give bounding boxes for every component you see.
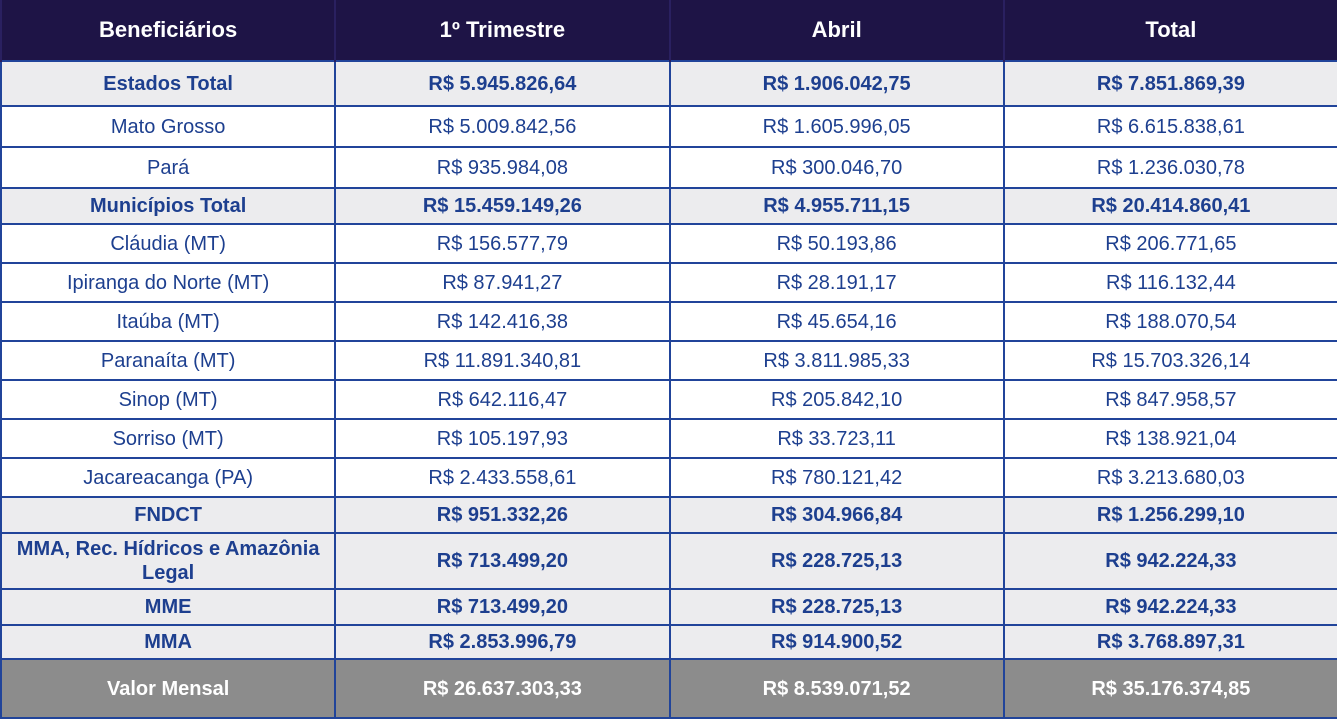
cell-total: R$ 15.703.326,14 bbox=[1004, 341, 1337, 380]
cell-beneficiario: Municípios Total bbox=[1, 188, 335, 224]
cell-abril: R$ 300.046,70 bbox=[670, 147, 1004, 188]
table-header-row bbox=[1, 0, 1337, 61]
cell-1o-trimestre: R$ 951.332,26 bbox=[335, 497, 669, 533]
cell-beneficiario: MMA bbox=[1, 625, 335, 659]
cell-total: R$ 942.224,33 bbox=[1004, 533, 1337, 589]
cell-1o-trimestre: R$ 935.984,08 bbox=[335, 147, 669, 188]
cell-abril: R$ 28.191,17 bbox=[670, 263, 1004, 302]
cell-beneficiario: Valor Mensal bbox=[1, 659, 335, 718]
cell-total: R$ 1.236.030,78 bbox=[1004, 147, 1337, 188]
table-row-sorriso bbox=[1, 419, 1337, 458]
cell-1o-trimestre: R$ 642.116,47 bbox=[335, 380, 669, 419]
table-row-sinop bbox=[1, 380, 1337, 419]
header-1o-trimestre: 1º Trimestre bbox=[335, 0, 669, 61]
cell-beneficiario: Pará bbox=[1, 147, 335, 188]
cell-abril: R$ 304.966,84 bbox=[670, 497, 1004, 533]
table-row-mme bbox=[1, 589, 1337, 625]
cell-total: R$ 116.132,44 bbox=[1004, 263, 1337, 302]
cell-1o-trimestre: R$ 15.459.149,26 bbox=[335, 188, 669, 224]
cell-abril: R$ 3.811.985,33 bbox=[670, 341, 1004, 380]
cell-1o-trimestre: R$ 5.945.826,64 bbox=[335, 61, 669, 106]
cell-beneficiario: MMA, Rec. Hídricos e Amazônia Legal bbox=[1, 533, 335, 589]
table-row-mato-grosso bbox=[1, 106, 1337, 147]
cell-total: R$ 3.213.680,03 bbox=[1004, 458, 1337, 497]
table-row-ipiranga-do-norte bbox=[1, 263, 1337, 302]
header-total: Total bbox=[1004, 0, 1337, 61]
cell-beneficiario: Sinop (MT) bbox=[1, 380, 335, 419]
cell-abril: R$ 1.906.042,75 bbox=[670, 61, 1004, 106]
table-row-estados-total bbox=[1, 61, 1337, 106]
cell-total: R$ 7.851.869,39 bbox=[1004, 61, 1337, 106]
cell-beneficiario: Ipiranga do Norte (MT) bbox=[1, 263, 335, 302]
cell-abril: R$ 780.121,42 bbox=[670, 458, 1004, 497]
table-row-municipios-total bbox=[1, 188, 1337, 224]
header-beneficiarios: Beneficiários bbox=[1, 0, 335, 61]
cell-total: R$ 6.615.838,61 bbox=[1004, 106, 1337, 147]
cell-abril: R$ 914.900,52 bbox=[670, 625, 1004, 659]
cell-abril: R$ 4.955.711,15 bbox=[670, 188, 1004, 224]
cell-1o-trimestre: R$ 11.891.340,81 bbox=[335, 341, 669, 380]
cell-beneficiario: FNDCT bbox=[1, 497, 335, 533]
table-row-itauba bbox=[1, 302, 1337, 341]
cell-abril: R$ 1.605.996,05 bbox=[670, 106, 1004, 147]
cell-beneficiario: Cláudia (MT) bbox=[1, 224, 335, 263]
cell-abril: R$ 8.539.071,52 bbox=[670, 659, 1004, 718]
cell-total: R$ 35.176.374,85 bbox=[1004, 659, 1337, 718]
cell-beneficiario: Mato Grosso bbox=[1, 106, 335, 147]
cell-abril: R$ 205.842,10 bbox=[670, 380, 1004, 419]
cell-1o-trimestre: R$ 87.941,27 bbox=[335, 263, 669, 302]
cell-abril: R$ 50.193,86 bbox=[670, 224, 1004, 263]
cell-beneficiario: Sorriso (MT) bbox=[1, 419, 335, 458]
table-row-mma bbox=[1, 625, 1337, 659]
cell-1o-trimestre: R$ 156.577,79 bbox=[335, 224, 669, 263]
cell-beneficiario: Itaúba (MT) bbox=[1, 302, 335, 341]
cell-beneficiario: Estados Total bbox=[1, 61, 335, 106]
table-row-mma-rec-hidricos bbox=[1, 533, 1337, 589]
cell-total: R$ 188.070,54 bbox=[1004, 302, 1337, 341]
cell-abril: R$ 228.725,13 bbox=[670, 589, 1004, 625]
cell-1o-trimestre: R$ 2.433.558,61 bbox=[335, 458, 669, 497]
cell-total: R$ 942.224,33 bbox=[1004, 589, 1337, 625]
table-row-claudia bbox=[1, 224, 1337, 263]
cell-abril: R$ 33.723,11 bbox=[670, 419, 1004, 458]
cell-abril: R$ 45.654,16 bbox=[670, 302, 1004, 341]
cell-total: R$ 847.958,57 bbox=[1004, 380, 1337, 419]
cell-beneficiario: Paranaíta (MT) bbox=[1, 341, 335, 380]
table-row-para bbox=[1, 147, 1337, 188]
cell-1o-trimestre: R$ 2.853.996,79 bbox=[335, 625, 669, 659]
cell-1o-trimestre: R$ 713.499,20 bbox=[335, 533, 669, 589]
cell-beneficiario: Jacareacanga (PA) bbox=[1, 458, 335, 497]
cell-1o-trimestre: R$ 142.416,38 bbox=[335, 302, 669, 341]
cell-total: R$ 3.768.897,31 bbox=[1004, 625, 1337, 659]
cell-abril: R$ 228.725,13 bbox=[670, 533, 1004, 589]
cell-total: R$ 20.414.860,41 bbox=[1004, 188, 1337, 224]
table-row-valor-mensal bbox=[1, 659, 1337, 718]
cell-1o-trimestre: R$ 713.499,20 bbox=[335, 589, 669, 625]
cell-beneficiario: MME bbox=[1, 589, 335, 625]
table-row-fndct bbox=[1, 497, 1337, 533]
cell-total: R$ 206.771,65 bbox=[1004, 224, 1337, 263]
header-abril: Abril bbox=[670, 0, 1004, 61]
cell-1o-trimestre: R$ 26.637.303,33 bbox=[335, 659, 669, 718]
table-row-jacareacanga bbox=[1, 458, 1337, 497]
table-row-paranaita bbox=[1, 341, 1337, 380]
cell-1o-trimestre: R$ 105.197,93 bbox=[335, 419, 669, 458]
cell-1o-trimestre: R$ 5.009.842,56 bbox=[335, 106, 669, 147]
cell-total: R$ 1.256.299,10 bbox=[1004, 497, 1337, 533]
cell-total: R$ 138.921,04 bbox=[1004, 419, 1337, 458]
